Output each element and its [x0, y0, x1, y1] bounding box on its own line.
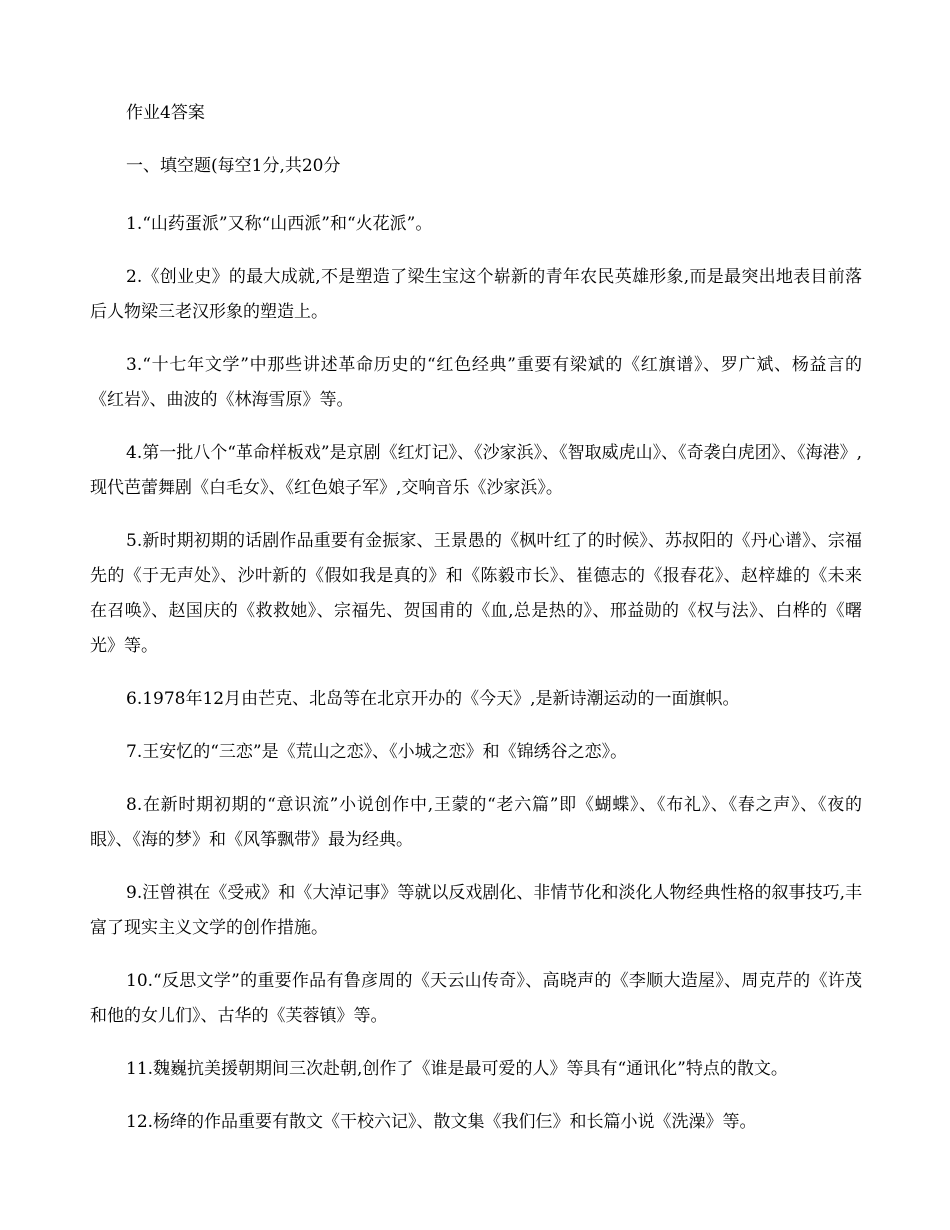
answer-item-4: 4.第一批八个“革命样板戏”是京剧《红灯记》、《沙家浜》、《智取威虎山》、《奇袭白虎团》、《海港》,现代芭蕾舞剧《白毛女》、《红色娘子军》,交响音乐《沙家浜》。 [90, 443, 863, 498]
answer-item-2: 2.《创业史》的最大成就,不是塑造了梁生宝这个崭新的青年农民英雄形象,而是最突出地表目前落后人物梁三老汉形象的塑造上。 [90, 267, 862, 322]
answer-item-9: 9.汪曾祺在《受戒》和《大淖记事》等就以反戏剧化、非情节化和淡化人物经典性格的叙事技巧,丰富了现实主义文学的创作措施。 [90, 883, 862, 938]
answer-item-12: 12.杨绛的作品重要有散文《干校六记》、散文集《我们仨》和长篇小说《洗澡》等。 [126, 1112, 757, 1132]
answer-item-6: 6.1978年12月由芒克、北岛等在北京开办的《今天》,是新诗潮运动的一面旗帜。 [126, 689, 740, 709]
answer-item-8: 8.在新时期初期的“意识流”小说创作中,王蒙的“老六篇”即《蝴蝶》、《布礼》、《春之声》、《夜的眼》、《海的梦》和《风筝飘带》最为经典。 [90, 795, 862, 850]
answer-item-11: 11.魏巍抗美援朝期间三次赴朝,创作了《谁是最可爱的人》等具有“通讯化”特点的散文。 [126, 1059, 788, 1079]
answer-item-7: 7.王安忆的“三恋”是《荒山之恋》、《小城之恋》和《锦绣谷之恋》。 [126, 742, 628, 762]
answer-item-1: 1.“山药蛋派”又称“山西派”和“火花派”。 [126, 214, 433, 234]
answer-item-3: 3.“十七年文学”中那些讲述革命历史的“红色经典”重要有梁斌的《红旗谱》、罗广斌、杨益言的《红岩》、曲波的《林海雪原》等。 [90, 355, 862, 410]
answer-item-5: 5.新时期初期的话剧作品重要有金振家、王景愚的《枫叶红了的时候》、苏叔阳的《丹心谱》、宗福先的《于无声处》、沙叶新的《假如我是真的》和《陈毅市长》、崔德志的《报春花》、赵梓雄的《未来在召唤》、赵国庆的《救救她》、宗福先、贺国甫的《血,总是热的》、邢益勋的《权与法》、白桦的《曙光》等。 [90, 531, 862, 656]
answer-list [90, 207, 862, 1158]
document-title: 作业4答案 [126, 103, 205, 123]
answer-item-10: 10.“反思文学”的重要作品有鲁彦周的《天云山传奇》、高晓声的《李顺大造屋》、周克芹的《许茂和他的女儿们》、古华的《芙蓉镇》等。 [90, 971, 862, 1026]
section-heading: 一、填空题(每空1分,共20分 [126, 156, 341, 176]
